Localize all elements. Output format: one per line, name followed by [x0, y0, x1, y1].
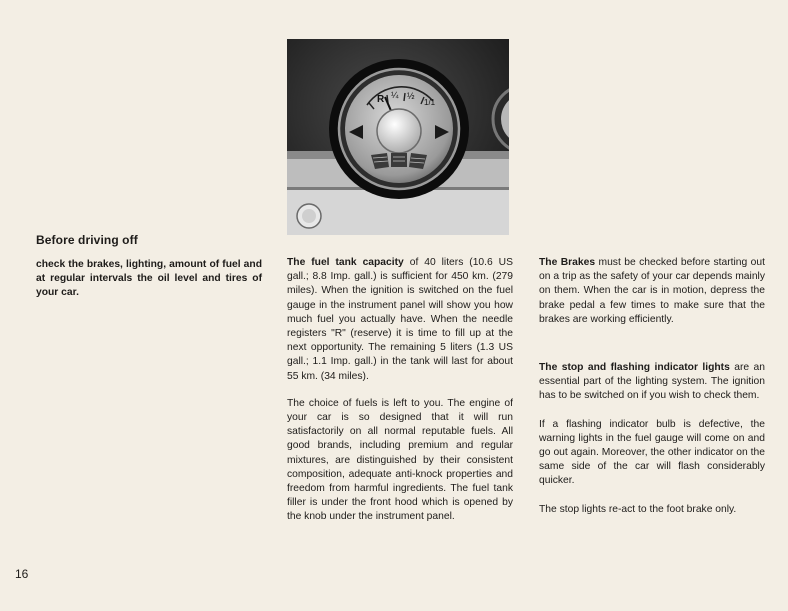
- section-heading: Before driving off: [36, 233, 138, 247]
- lights-paragraph-2: If a flashing indicator bulb is defective, the warning lights in the fuel gauge will come on and go out again. Moreover, the other indicator on the same side of the car will flash considerably quicker.: [539, 418, 765, 487]
- fuel-paragraph-2: The choice of fuels is left to you. The engine of your car is so designed that it will run satisfactorily on all normal reputable fuels. All good brands, including premium and regular mixtures, are distinguished by their consistent composition, adequate anti-knock properties and freedom from harmful ingredients. The fuel tank filler is under the front hood which is opened by the knob under the instrument panel.: [287, 397, 513, 523]
- brakes-lights-column: [539, 256, 765, 517]
- brakes-text: must be checked before starting out on a trip as the safety of your car depends mainly on them. When the car is in motion, depress the brake pedal a few times to make sure that the brakes are working efficiently.: [539, 257, 765, 325]
- fuel-lead: The fuel tank capacity: [287, 257, 404, 268]
- gauge-mark-reserve: R: [377, 94, 385, 105]
- lights-lead: The stop and flashing indicator lights: [539, 362, 730, 374]
- brakes-lead: The Brakes: [539, 257, 596, 268]
- fuel-paragraph-1: [287, 256, 513, 384]
- gauge-mark-half: ½: [407, 91, 415, 101]
- warning-lights-icon: [371, 153, 427, 169]
- intro-text: check the brakes, lighting, amount of fuel and at regular intervals the oil level and tires of your car.: [36, 259, 262, 299]
- gauge-mark-full: 1/1: [424, 98, 436, 107]
- page-number: 16: [15, 567, 29, 581]
- fuel-gauge-photo: [287, 39, 509, 235]
- lights-paragraph-3: The stop lights re-act to the foot brake only.: [539, 503, 737, 515]
- gauge-hub: [377, 109, 421, 153]
- fuel-text-1: of 40 liters (10.6 US gall.; 8.8 Imp. gall.) is sufficient for 450 km. (279 miles). When the ignition is switched on the fuel gauge in the instrument panel will show you how much fuel you actually have. When the needle registers "R" (reserve) it is time to fill up at the next opportunity. The remaining 5 liters (1.3 US gall.; 1.1 Imp. gall.) in the tank will last for about 55 km. (34 miles).: [287, 257, 513, 382]
- fuel-gauge-illustration: [287, 39, 509, 235]
- lights-paragraph-1: [539, 361, 765, 404]
- fuel-column: [287, 256, 513, 525]
- lights-text-1: are an essential part of the lighting system. The ignition has to be switched on if you wish to check them.: [539, 362, 765, 402]
- gauge-mark-quarter: ¼: [391, 90, 399, 100]
- brakes-paragraph: [539, 256, 765, 327]
